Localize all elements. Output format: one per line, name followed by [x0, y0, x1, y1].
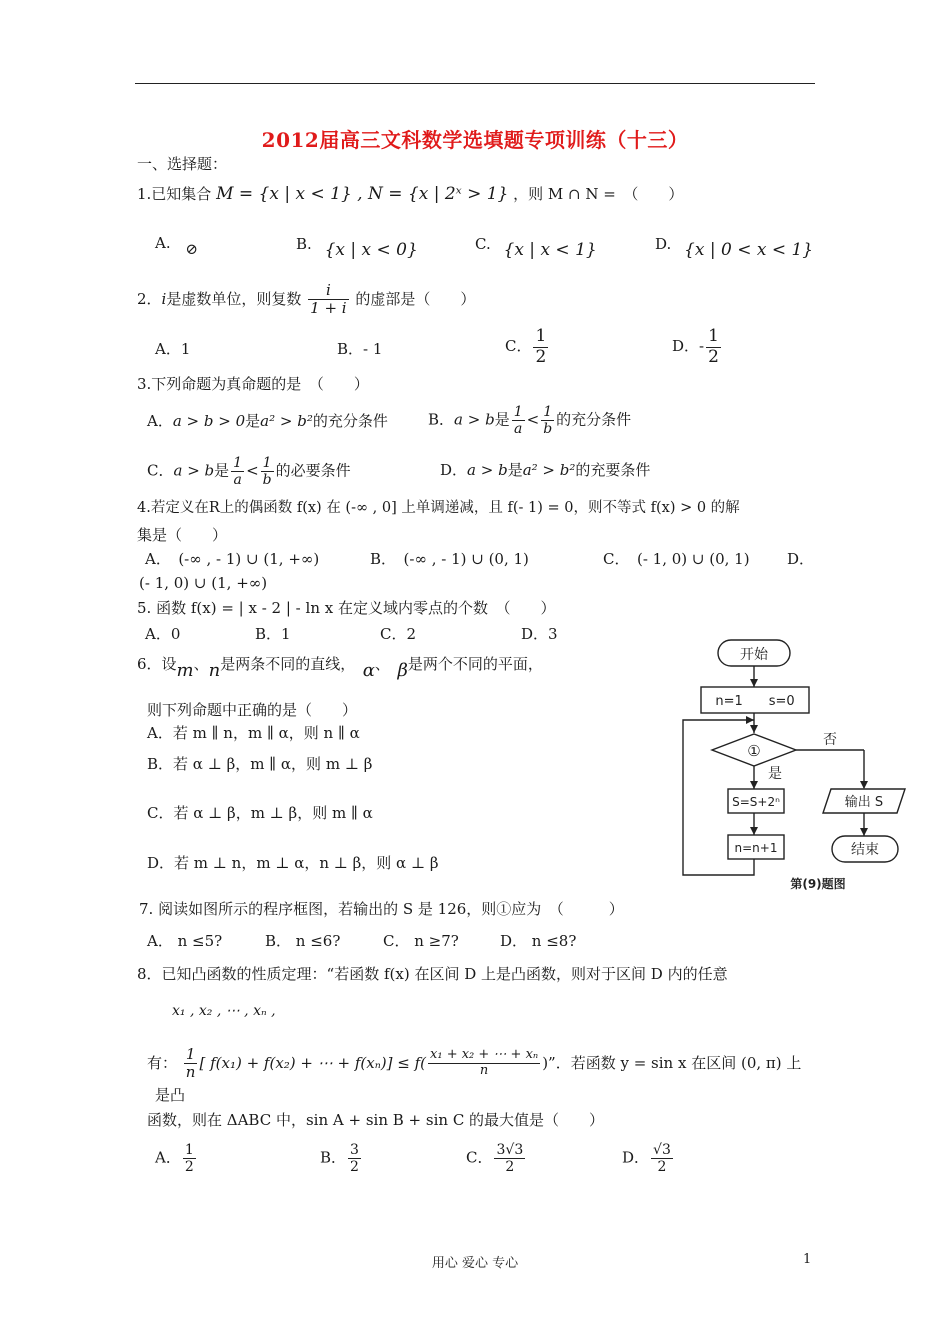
q8-line4: 函数，则在 ΔABC 中，sin A + sin B + sin C 的最大值是（ ） [147, 1111, 605, 1129]
flow-no-label: 否 [823, 732, 837, 748]
q6-line2: 则下列命题中正确的是（ ） [147, 701, 358, 719]
q6-option-d: D．若 m ⊥ n，m ⊥ α，n ⊥ β，则 α ⊥ β [147, 854, 439, 872]
q1-option-a: A. ⊘ [155, 234, 198, 258]
flow-step-label: S=S+2ⁿ [732, 795, 780, 809]
flow-output-label: 输出 S [844, 795, 884, 810]
q8-line1: 8．已知凸函数的性质定理：“若函数 f(x) 在区间 D 上是凸函数，则对于区间 D 内的任意 [137, 965, 728, 983]
q1-option-b: B. {x | x < 0} [296, 235, 418, 260]
q6-option-b: B．若 α ⊥ β，m ∥ α，则 m ⊥ β [147, 755, 373, 773]
q5-option-c: C．2 [380, 625, 417, 643]
flow-caption: 第(9)题图 [790, 877, 846, 891]
q4-option-d: D． [787, 550, 815, 568]
q4-option-b: B． (-∞ , - 1) ∪ (0, 1) [370, 550, 529, 568]
q7-option-a: A． n ≤5? [147, 932, 223, 950]
q3-option-b: B．a > b是 $\frac{1}{a}$ < $\frac{1}{b}$ 的充分条件 [428, 404, 632, 438]
q6-stem: 6．设m、n是两条不同的直线， α、 β是两个不同的平面， [137, 655, 543, 681]
header-rule [135, 83, 815, 84]
flow-condition-label: ① [747, 742, 761, 760]
q8-option-a: A． $\frac{1}{2}$ [155, 1142, 194, 1176]
q4-option-d-value: (- 1, 0) ∪ (1, +∞) [139, 574, 268, 592]
q5-option-a: A．0 [145, 625, 181, 643]
flow-yes-label: 是 [768, 766, 782, 782]
flow-inc-label: n=n+1 [734, 841, 778, 855]
q8-line2: 有： $\frac{1}{n}$ [ f(x₁) + f(x₂) + ⋯ + f(xₙ)] ≤ f( $\frac{\text{x₁ + x₂ + ⋯ + xₙ}}{n}$ )”．若函数 y = sin x 在区间 (0, π) 上 [147, 1045, 802, 1082]
q3-option-c: C．a > b是 $\frac{1}{a}$ < $\frac{1}{b}$ 的必要条件 [147, 455, 351, 489]
q2-stem: 2．i是虚数单位，则复数 $\frac{i}{1 + i}$ 的虚部是（ ） [137, 281, 476, 318]
q1-option-d: D. {x | 0 < x < 1} [655, 235, 814, 260]
q3-stem: 3.下列命题为真命题的是 （ ） [137, 375, 369, 393]
q3-option-d: D．a > b是a² > b²的充要条件 [440, 461, 651, 479]
q2-option-c: C． $\frac{1}{2}$ [505, 326, 547, 367]
q8-option-d: D． $\frac{√3}{2}$ [622, 1142, 671, 1176]
q8-xs: x₁ , x₂ , ⋯ , xₙ , [172, 1003, 276, 1019]
q5-stem: 5. 函数 f(x) = | x - 2 | - ln x 在定义域内零点的个数 （ ） [137, 599, 556, 617]
q7-option-d: D． n ≤8? [500, 932, 577, 950]
q5-option-b: B．1 [255, 625, 291, 643]
q4-option-a: A． (-∞ , - 1) ∪ (1, +∞) [145, 550, 320, 568]
q4-line2: 集是（ ） [137, 526, 228, 544]
q8-option-c: C． $\frac{3√3}{2}$ [466, 1142, 524, 1176]
footer-text: 用心 爱心 专心 [431, 1256, 519, 1271]
q1-option-c: C. {x | x < 1} [475, 235, 597, 260]
q7-stem: 7. 阅读如图所示的程序框图，若输出的 S 是 126，则①应为 （ ） [139, 900, 624, 918]
q7-option-b: B． n ≤6? [265, 932, 341, 950]
section-heading: 一、选择题： [137, 155, 228, 173]
q4-line1: 4.若定义在R上的偶函数 f(x) 在 (-∞ , 0] 上单调递减，且 f(- 1) = 0，则不等式 f(x) > 0 的解 [137, 500, 740, 516]
q6-option-a: A．若 m ∥ n，m ∥ α，则 n ∥ α [147, 724, 360, 742]
q6-option-c: C．若 α ⊥ β，m ⊥ β，则 m ∥ α [147, 804, 373, 822]
q2-option-d: D．- $\frac{1}{2}$ [672, 326, 719, 367]
q8-option-b: B． $\frac{3}{2}$ [320, 1142, 359, 1176]
q2-option-a: A．1 [155, 340, 191, 358]
q7-option-c: C． n ≥7? [383, 932, 459, 950]
q5-option-d: D．3 [521, 625, 558, 643]
q1-stem: 1.已知集合 M = {x | x < 1} , N = {x | 2ˣ > 1} ，则 M ∩ N = （ ） [137, 184, 684, 204]
q8-line3: 是凸 [155, 1086, 186, 1104]
q4-option-c: C． (- 1, 0) ∪ (0, 1) [603, 550, 750, 568]
flowchart [670, 633, 920, 895]
q3-option-a: A．a > b > 0是a² > b²的充分条件 [147, 412, 388, 430]
page-title: 2012届高三文科数学选填题专项训练（十三） [261, 128, 689, 152]
flow-start-label: 开始 [740, 647, 768, 663]
q2-option-b: B．- 1 [337, 340, 383, 358]
flow-init-label: n=1 s=0 [715, 694, 795, 709]
page-number: 1 [803, 1252, 812, 1267]
flow-end-label: 结束 [851, 842, 879, 858]
